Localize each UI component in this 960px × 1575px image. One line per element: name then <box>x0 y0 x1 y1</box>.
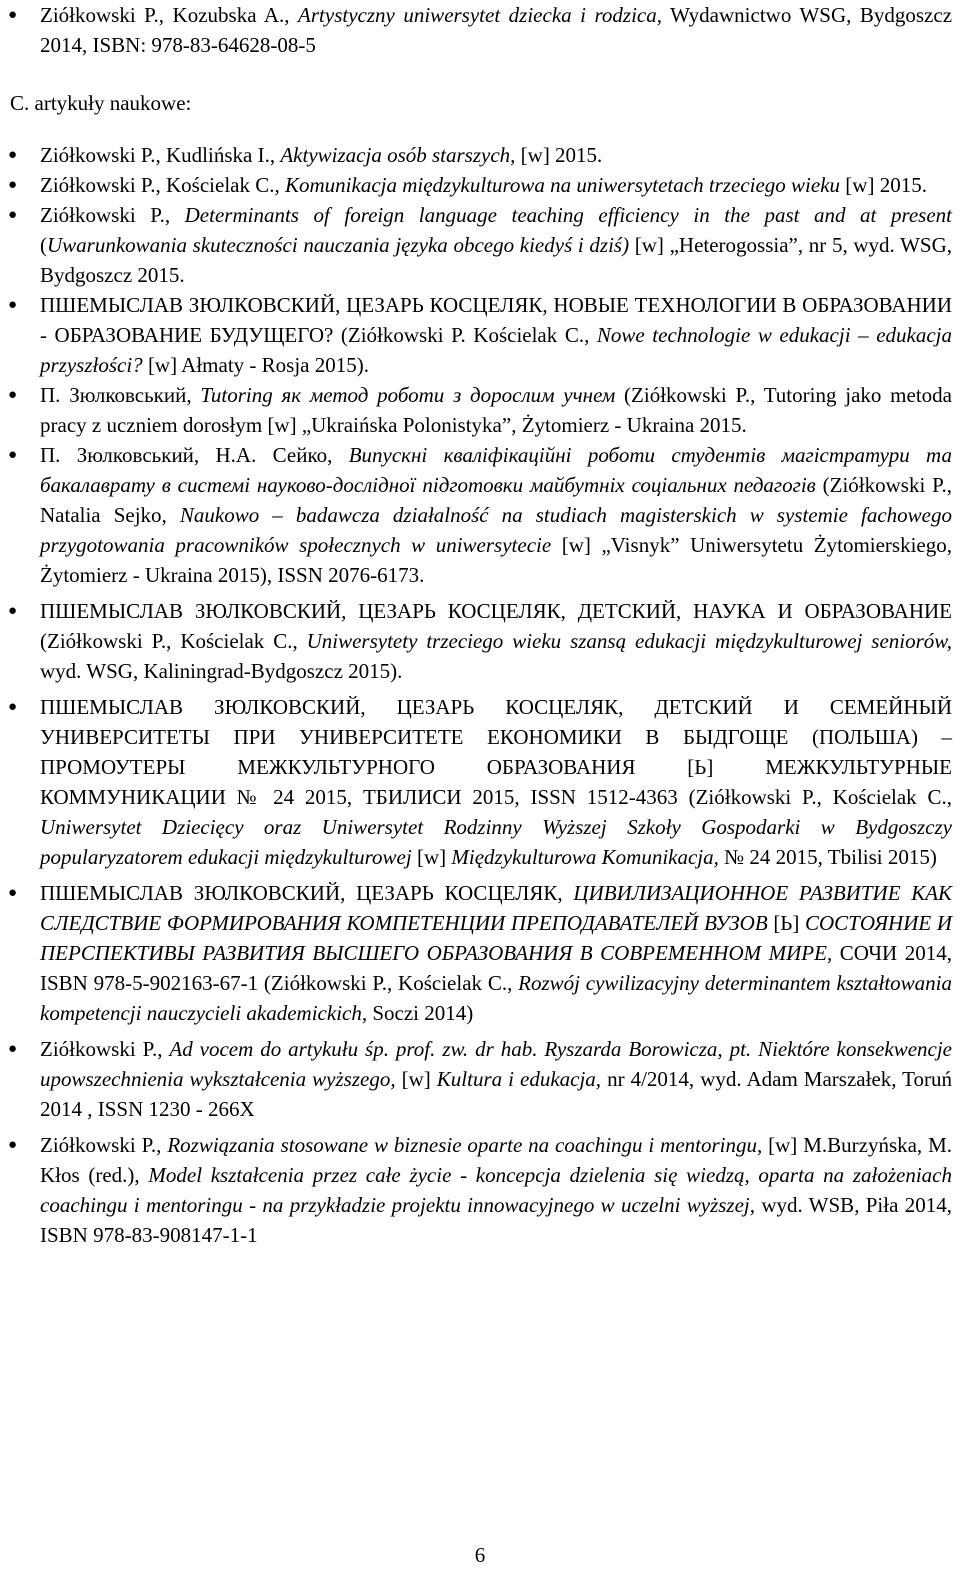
entry-text: Ziółkowski P., <box>40 203 185 227</box>
entry-text: (Ziółkowski P., Natalia Sejko, <box>40 473 953 527</box>
entry-text: [Ь] <box>767 911 805 935</box>
entry-title-italic: Kultura i edukacja, <box>436 1067 602 1091</box>
bullet-icon: ● <box>8 699 18 715</box>
bullet-icon: ● <box>8 297 18 313</box>
bibliography-entry <box>8 1130 953 1250</box>
bibliography-entry <box>8 290 952 380</box>
entry-title-italic: Uniwersytety trzeciego wieku szansą edukacji międzykulturowej seniorów, <box>306 629 952 653</box>
bibliography-entry <box>8 440 953 590</box>
entry-text: ПШЕМЫСЛАВ ЗЮЛКОВСКИЙ, ЦЕЗАРЬ КОСЦЕЛЯК, ДЕТСКИЙ, НАУКА И ОБРАЗОВАНИЕ (Ziółkowski P., Kościelak C., <box>40 599 952 653</box>
entry-text: [w] 2015. <box>840 173 927 197</box>
entry-text: wyd. WSG, Kaliningrad-Bydgoszcz 2015). <box>40 659 403 683</box>
bibliography-list-books <box>8 0 953 60</box>
entry-text: Wydawnictwo WSG, Bydgoszcz 2014, ISBN: 978-83-64628-08-5 <box>40 3 953 57</box>
bibliography-entry <box>8 380 952 440</box>
entry-text: ПШЕМЫСЛАВ ЗЮЛКОВСКИЙ, ЦЕЗАРЬ КОСЦЕЛЯК, НОВЫЕ ТЕХНОЛОГИИ В ОБРАЗОВАНИИ - ОБРАЗОВАНИЕ БУДУЩЕГО? (Ziółkowski P. Kościelak C., <box>40 293 952 347</box>
entry-title-italic: Model kształcenia przez całe życie - koncepcja dzielenia się wiedzą, oparta na założeniach coachingu i mentoringu - na przykładzie projektu innowacyjnego w uczelni wyższej, <box>40 1163 952 1217</box>
bullet-icon: ● <box>8 885 18 901</box>
bibliography-entry <box>8 596 952 686</box>
entry-text: [w] M.Burzyńska, M. Kłos (red.), <box>40 1133 953 1187</box>
bullet-icon: ● <box>8 603 18 619</box>
entry-title-italic: Aktywizacja osób starszych, <box>280 143 516 167</box>
bibliography-entry <box>8 878 952 1028</box>
entry-text: Soczi 2014) <box>367 1001 474 1025</box>
entry-text: Ziółkowski P., <box>40 1133 168 1157</box>
entry-title-italic: Nowe technologie w edukacji – edukacja przyszłości? <box>40 323 952 377</box>
bibliography-entry <box>8 692 952 872</box>
entry-title-italic: Artystyczny uniwersytet dziecka i rodzica, <box>298 3 662 27</box>
bullet-icon: ● <box>8 1041 18 1057</box>
entry-text: [w] <box>411 845 452 869</box>
section-heading: C. artykuły naukowe: <box>10 91 192 115</box>
bullet-icon: ● <box>8 1137 18 1153</box>
entry-title-italic: Uniwersytet Dziecięcy oraz Uniwersytet Rodzinny Wyższej Szkoły Gospodarki w Bydgoszczy popularyzatorem edukacji międzykulturowej <box>40 815 952 869</box>
entry-text: [w] „Heterogossia”, nr 5, wyd. WSG, Bydgoszcz 2015. <box>40 233 952 287</box>
bullet-icon: ● <box>8 447 18 463</box>
bibliography-entry <box>8 0 953 60</box>
entry-text: [w] „Visnyk” Uniwersytetu Żytomierskiego, Żytomierz - Ukraina 2015), ISSN 2076-6173. <box>40 533 952 587</box>
entry-text: Ziółkowski P., Kozubska A., <box>40 3 299 27</box>
entry-title-italic: Tutoring як метод роботи з дорослим учнем <box>200 383 616 407</box>
entry-text: Ziółkowski P., Kościelak C., <box>40 173 285 197</box>
entry-text: nr 4/2014, wyd. Adam Marszałek, Toruń 2014 , ISSN 1230 - 266X <box>40 1067 953 1121</box>
entry-text: ( <box>40 233 47 257</box>
entry-title-italic: Międzykulturowa Komunikacja, <box>451 845 719 869</box>
entry-text: ПШЕМЫСЛАВ ЗЮЛКОВСКИЙ, ЦЕЗАРЬ КОСЦЕЛЯК, <box>40 881 574 905</box>
bullet-icon: ● <box>8 177 18 193</box>
entry-title-italic: Komunikacja międzykulturowa na uniwersytetach trzeciego wieku <box>285 173 841 197</box>
entry-title-italic: Випускні кваліфікаційні роботи студентів магістратури та бакалаврату в системі науково-дослідної підготовки майбутніх соціальних педагогів <box>40 443 952 497</box>
entry-title-italic: ЦИВИЛИЗАЦИОННОЕ РАЗВИТИЕ КАК СЛЕДСТВИЕ ФОРМИРОВАНИЯ КОМПЕТЕНЦИИ ПРЕПОДАВАТЕЛЕЙ ВУЗОВ <box>40 881 952 935</box>
entry-text: П. Зюлковський, Н.А. Сейко, <box>40 443 349 467</box>
page-number: 6 <box>474 1543 486 1567</box>
bullet-icon: ● <box>8 387 18 403</box>
bibliography-entry <box>8 170 952 200</box>
entry-title-italic: Naukowo – badawcza działalność na studiach magisterskich w systemie fachowego przygotowania pracowników społecznych w uniwersytecie <box>40 503 952 557</box>
bullet-icon: ● <box>8 207 18 223</box>
entry-text: (Ziółkowski P., Tutoring jako metoda pracy z uczniem dorosłym [w] „Ukraińska Polonistyka”, Żytomierz - Ukraina 2015. <box>40 383 952 437</box>
bibliography-entry <box>8 140 952 170</box>
entry-text: [w] 2015. <box>515 143 603 167</box>
entry-text: wyd. WSB, Piła 2014, ISBN 978-83-908147-1-1 <box>40 1193 952 1247</box>
entry-text: № 24 2015, Tbilisi 2015) <box>718 845 937 869</box>
entry-title-italic: Rozwiązania stosowane w biznesie oparte na coachingu i mentoringu, <box>167 1133 763 1157</box>
entry-title-italic: Ad vocem do artykułu śp. prof. zw. dr hab. Ryszarda Borowicza, pt. Niektóre konsekwencje upowszechnienia wykształcenia wyższego, <box>40 1037 952 1091</box>
entry-text: СОЧИ 2014, ISBN 978-5-902163-67-1 (Ziółkowski P., Kościelak C., <box>40 941 952 995</box>
entry-text: [w] <box>395 1067 437 1091</box>
bibliography-list-articles <box>8 140 953 1250</box>
entry-title-italic: Rozwój cywilizacyjny determinantem kształtowania kompetencji nauczycieli akademickich, <box>40 971 952 1025</box>
entry-text: П. Зюлковський, <box>40 383 201 407</box>
entry-text: Ziółkowski P., Kudlińska I., <box>40 143 281 167</box>
entry-title-italic: Uwarunkowania skuteczności nauczania języka obcego kiedyś i dziś) <box>47 233 630 257</box>
entry-text: Ziółkowski P., <box>40 1037 170 1061</box>
entry-text: [w] Ałmaty - Rosja 2015). <box>142 353 369 377</box>
bibliography-entry <box>8 200 952 290</box>
bibliography-entry <box>8 1034 953 1124</box>
bullet-icon: ● <box>8 7 18 23</box>
entry-title-italic: СОСТОЯНИЕ И ПЕРСПЕКТИВЫ РАЗВИТИЯ ВЫСШЕГО ОБРАЗОВАНИЯ В СОВРЕМЕННОМ МИРЕ, <box>40 911 952 965</box>
entry-text: ПШЕМЫСЛАВ ЗЮЛКОВСКИЙ, ЦЕЗАРЬ КОСЦЕЛЯК, ДЕТСКИЙ И СЕМЕЙНЫЙ УНИВЕРСИТЕТЫ ПРИ УНИВЕРСИТЕТЕ ЕКОНОМИКИ В БЫДГОЩЕ (ПОЛЬША) – ПРОМОУТЕРЫ МЕЖКУЛЬТУРНОГО ОБРАЗОВАНИЯ [Ь] МЕЖКУЛЬТУРНЫЕ КОММУНИКАЦИИ № 24 2015, ТБИЛИСИ 2015, ISSN 1512-4363 (Ziółkowski P., Kościelak C., <box>40 695 952 809</box>
bullet-icon: ● <box>8 147 18 163</box>
entry-title-italic: Determinants of foreign language teaching efficiency in the past and at present <box>184 203 952 227</box>
